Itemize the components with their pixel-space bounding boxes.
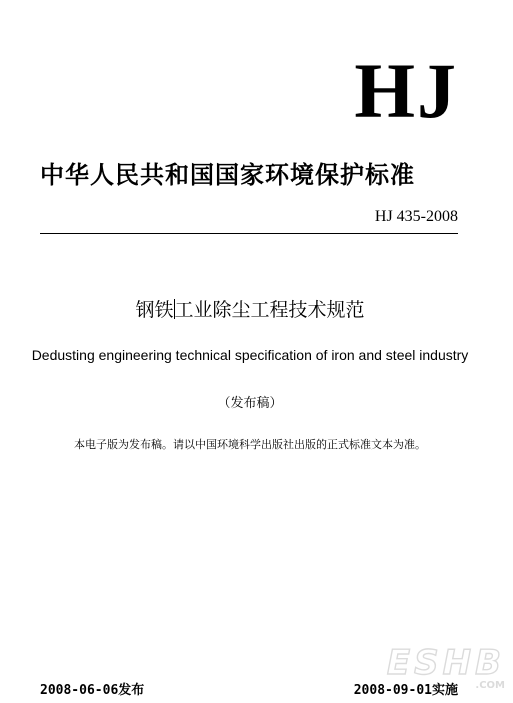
standard-number: HJ 435-2008 [374, 208, 458, 225]
issue-date: 2008-06-06发布 [40, 683, 145, 698]
document-title-en: Dedusting engineering technical specification of iron and steel industry [31, 347, 469, 363]
effective-date: 2008-09-01实施 [353, 683, 458, 698]
draft-status: （发布稿） [217, 396, 283, 411]
issuer-title: 中华人民共和国国家环境保护标准 [40, 161, 415, 189]
header-rule [40, 233, 458, 234]
title-zh-part-1: 钢铁 [135, 299, 174, 321]
document-title-zh [0, 298, 500, 322]
watermark-brand-text: ESHB [386, 643, 505, 683]
title-zh-part-2: 工业除尘工程技术规范 [174, 299, 365, 321]
hj-logo: HJ [354, 47, 458, 134]
watermark-domain-text: .COM [475, 680, 505, 690]
edition-notice: 本电子版为发布稿。请以中国环境科学出版社出版的正式标准文本为准。 [74, 438, 426, 451]
